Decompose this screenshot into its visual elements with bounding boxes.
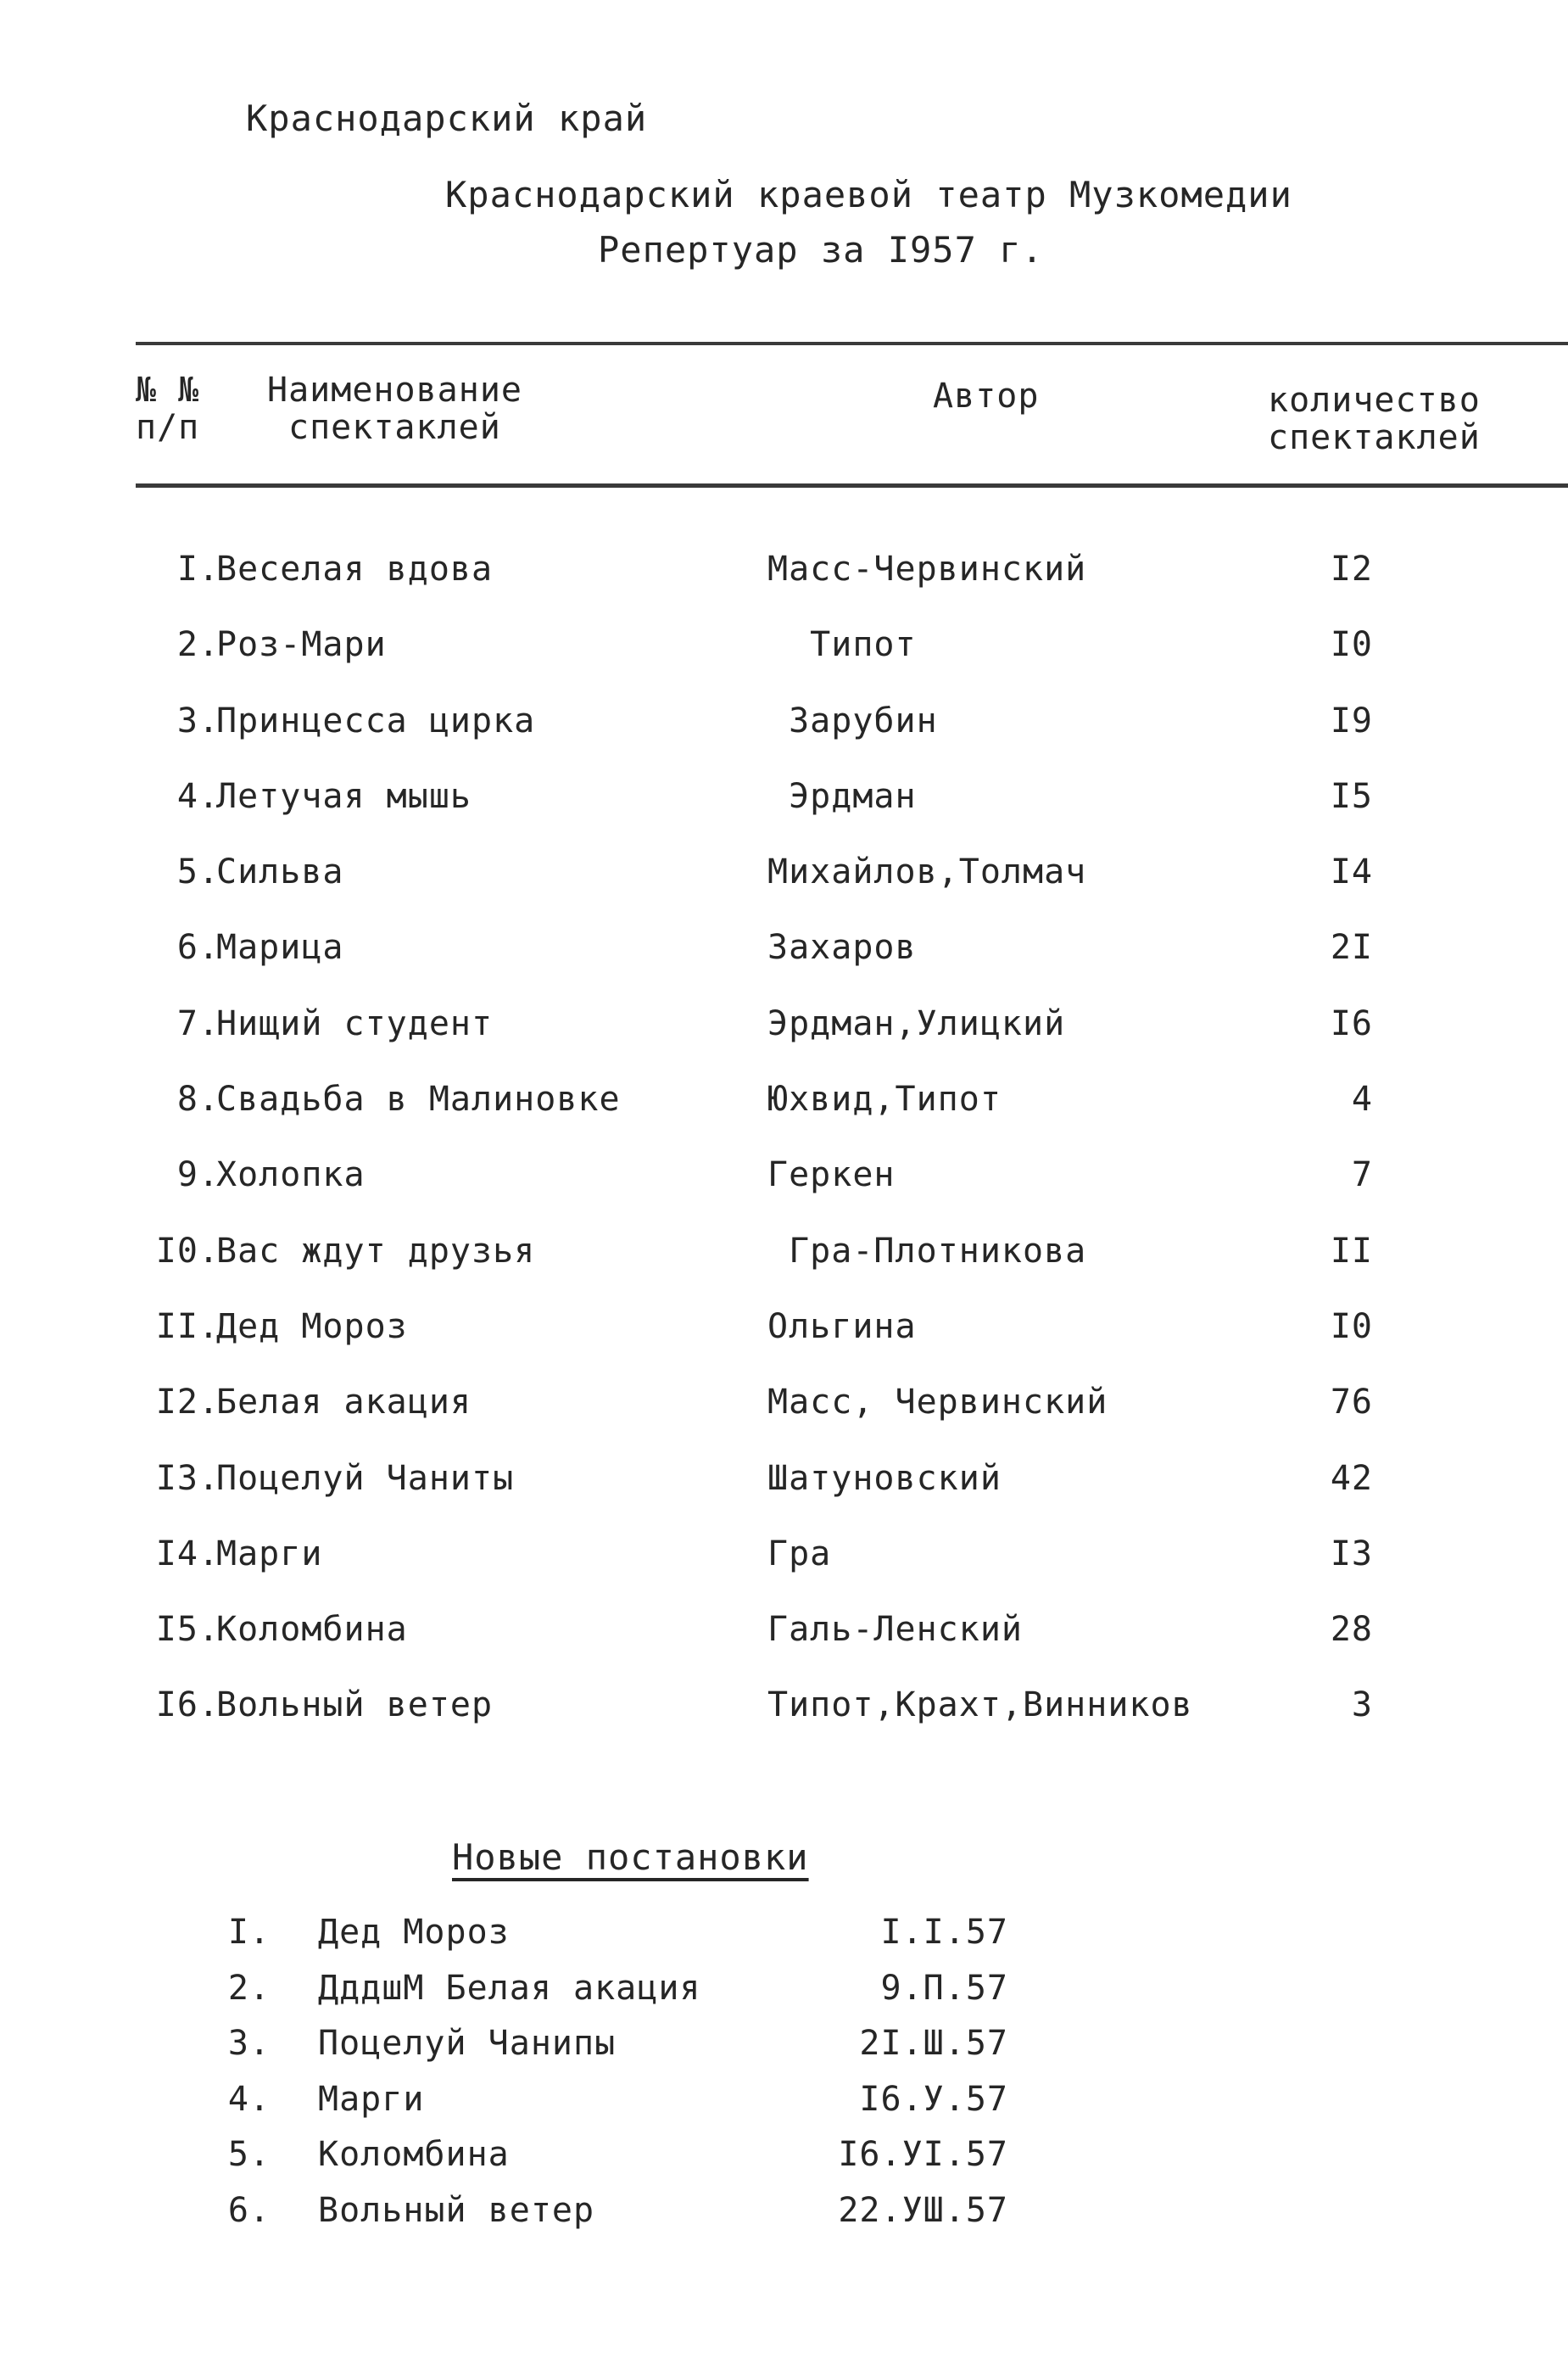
table-row xyxy=(0,852,1568,928)
row-author: Гра xyxy=(767,1534,832,1573)
table-row xyxy=(0,1155,1568,1231)
row-number: I. xyxy=(176,550,220,589)
row-author: Эрдман xyxy=(767,776,917,816)
row-author: Галь-Ленский xyxy=(767,1610,1023,1650)
row-author: Типот,Крахт,Винников xyxy=(767,1685,1193,1725)
row-title: Летучая мышь xyxy=(216,776,472,816)
table-row xyxy=(0,1383,1568,1458)
row-count: I5 xyxy=(1330,776,1373,816)
table-row xyxy=(0,1232,1568,1307)
table-row xyxy=(0,1459,1568,1534)
column-header-number-line1: № № xyxy=(136,371,200,410)
row-count: 76 xyxy=(1330,1383,1373,1422)
row-number: 2. xyxy=(176,625,220,665)
row-title: Дед Мороз xyxy=(216,1306,408,1346)
row-title: Вольный ветер xyxy=(216,1685,494,1725)
new-productions-list xyxy=(0,1913,1568,2246)
item-number: 2. xyxy=(227,1968,271,2008)
item-date: 2I.Ш.57 xyxy=(859,2024,1008,2063)
row-count: I0 xyxy=(1330,625,1373,665)
row-count: 42 xyxy=(1330,1458,1373,1498)
row-title: Веселая вдова xyxy=(216,550,494,589)
row-number: 5. xyxy=(176,852,220,892)
row-title: Сильва xyxy=(216,852,344,892)
list-item xyxy=(0,2135,1568,2191)
column-header-number xyxy=(136,372,199,446)
row-count: I6 xyxy=(1330,1003,1373,1043)
item-number: 4. xyxy=(227,2079,271,2119)
list-item xyxy=(0,2191,1568,2247)
row-title: Коломбина xyxy=(216,1610,408,1650)
item-number: I. xyxy=(227,1913,271,1952)
column-header-name-line1: Наименование xyxy=(267,371,522,410)
row-author: Гра-Плотникова xyxy=(767,1231,1087,1271)
row-number: 9. xyxy=(176,1155,220,1195)
row-title: Марица xyxy=(216,928,344,968)
row-number: 7. xyxy=(176,1003,220,1043)
item-date: I6.УI.57 xyxy=(838,2135,1008,2174)
row-count: 3 xyxy=(1351,1685,1373,1725)
row-count: 2I xyxy=(1330,928,1373,968)
new-productions-heading: Новые постановки xyxy=(452,1836,809,1878)
table-row xyxy=(0,1534,1568,1610)
item-title: Поцелуй Чанипы xyxy=(318,2024,617,2063)
column-header-count xyxy=(1268,382,1481,456)
table-row xyxy=(0,550,1568,625)
row-author: Юхвид,Типот xyxy=(767,1080,1002,1120)
column-header-name-line2: спектаклей xyxy=(288,408,501,447)
row-author: Шатуновский xyxy=(767,1458,1002,1498)
table-row xyxy=(0,777,1568,852)
row-title: Белая акация xyxy=(216,1383,472,1422)
list-item xyxy=(0,2080,1568,2136)
row-count: 28 xyxy=(1330,1610,1373,1650)
row-author: Масс-Червинский xyxy=(767,550,1087,589)
list-item xyxy=(0,1913,1568,1969)
list-item xyxy=(0,2024,1568,2080)
row-title: Холопка xyxy=(216,1155,365,1195)
row-title: Вас ждут друзья xyxy=(216,1231,536,1271)
list-item xyxy=(0,1969,1568,2025)
row-number: 3. xyxy=(176,701,220,740)
row-count: 7 xyxy=(1351,1155,1373,1195)
row-count: I3 xyxy=(1330,1534,1373,1573)
row-number: II. xyxy=(155,1306,220,1346)
table-row xyxy=(0,1685,1568,1761)
item-number: 6. xyxy=(227,2190,271,2230)
row-number: I6. xyxy=(155,1685,220,1725)
repertoire-title: Репертуар за I957 г. xyxy=(598,229,1044,271)
column-header-name xyxy=(267,372,522,446)
table-row xyxy=(0,1307,1568,1383)
item-title: Дед Мороз xyxy=(318,1913,510,1952)
item-title: ДддшМ Белая акация xyxy=(318,1968,701,2008)
row-author: Эрдман,Улицкий xyxy=(767,1003,1066,1043)
table-header-rule xyxy=(136,483,1568,488)
row-count: I9 xyxy=(1330,701,1373,740)
row-number: 8. xyxy=(176,1080,220,1120)
row-number: I4. xyxy=(155,1534,220,1573)
table-row xyxy=(0,1610,1568,1685)
row-title: Свадьба в Малиновке xyxy=(216,1080,621,1120)
table-top-rule xyxy=(136,342,1568,345)
row-author: Типот xyxy=(767,625,917,665)
row-author: Захаров xyxy=(767,928,917,968)
row-author: Геркен xyxy=(767,1155,896,1195)
item-date: I.I.57 xyxy=(880,1913,1008,1952)
row-title: Поцелуй Чаниты xyxy=(216,1458,515,1498)
row-count: I2 xyxy=(1330,550,1373,589)
table-row xyxy=(0,625,1568,701)
row-count: I4 xyxy=(1330,852,1373,892)
item-date: 22.УШ.57 xyxy=(838,2190,1008,2230)
column-header-count-line1: количество xyxy=(1268,381,1481,420)
table-row xyxy=(0,701,1568,777)
item-title: Вольный ветер xyxy=(318,2190,595,2230)
row-author: Зарубин xyxy=(767,701,938,740)
row-count: 4 xyxy=(1351,1080,1373,1120)
column-header-author: Автор xyxy=(933,377,1040,416)
row-title: Нищий студент xyxy=(216,1003,494,1043)
table-row xyxy=(0,928,1568,1003)
item-date: I6.У.57 xyxy=(859,2079,1008,2119)
item-number: 3. xyxy=(227,2024,271,2063)
item-date: 9.П.57 xyxy=(880,1968,1008,2008)
item-title: Коломбина xyxy=(318,2135,510,2174)
item-number: 5. xyxy=(227,2135,271,2174)
row-number: I2. xyxy=(155,1383,220,1422)
row-title: Принцесса цирка xyxy=(216,701,536,740)
row-number: I3. xyxy=(155,1458,220,1498)
row-author: Ольгина xyxy=(767,1306,917,1346)
region-title: Краснодарский край xyxy=(246,98,648,139)
column-header-count-line2: спектаклей xyxy=(1268,418,1481,457)
row-count: I0 xyxy=(1330,1306,1373,1346)
row-count: II xyxy=(1330,1231,1373,1271)
row-title: Роз-Мари xyxy=(216,625,387,665)
row-author: Михайлов,Толмач xyxy=(767,852,1087,892)
row-number: 6. xyxy=(176,928,220,968)
row-number: I5. xyxy=(155,1610,220,1650)
item-title: Марги xyxy=(318,2079,425,2119)
column-header-number-line2: п/п xyxy=(136,408,200,447)
table-row xyxy=(0,1004,1568,1080)
theater-title: Краснодарский краевой театр Музкомедии xyxy=(445,174,1292,215)
row-number: 4. xyxy=(176,776,220,816)
row-number: I0. xyxy=(155,1231,220,1271)
row-title: Марги xyxy=(216,1534,323,1573)
table-row xyxy=(0,1080,1568,1155)
repertoire-table xyxy=(0,550,1568,1762)
row-author: Масс, Червинский xyxy=(767,1383,1108,1422)
